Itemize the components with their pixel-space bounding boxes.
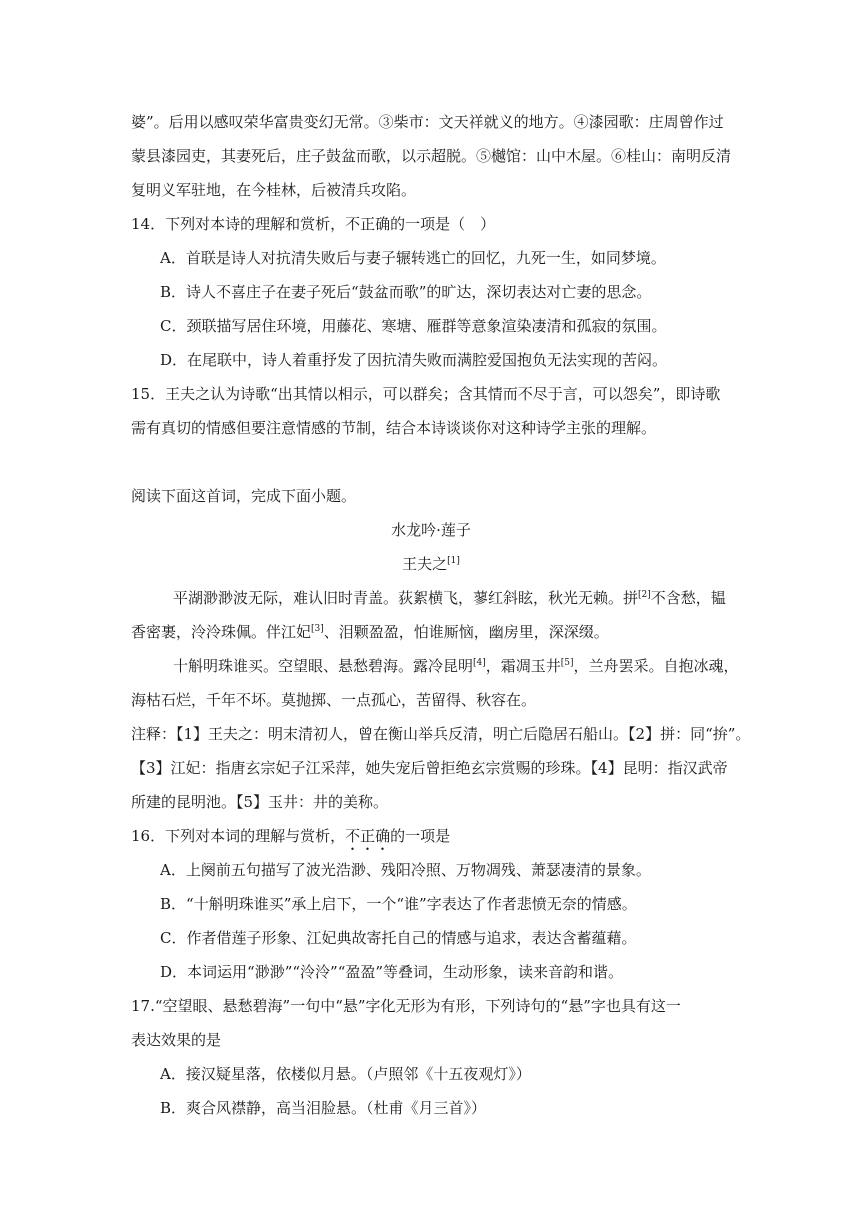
note-mark-3: [3]: [311, 624, 324, 634]
question-17-line-1: 17.“空望眼、悬愁碧海”一句中“悬”字化无形为有形，下列诗句的“悬”字也具有这一: [131, 997, 681, 1015]
poem-text: 平湖渺渺波无际，难认旧时青盖。荻絮横飞，蓼红斜眩，秋光无赖。拼: [173, 589, 639, 607]
question-16-stem: [131, 826, 731, 854]
previous-notes-line-3: 复明义军驻地，在今桂林，后被清兵攻陷。: [131, 181, 417, 199]
question-14-option-c: C．颈联描写居住环境，用藤花、寒塘、雁群等意象渲染凄清和孤寂的氛围。: [160, 317, 667, 335]
question-15-line-1: 15．王夫之认为诗歌“出其情以相示，可以群矣；含其情而不尽于言，可以怨矣”，即诗歌: [131, 385, 721, 403]
question-16-option-c: C．作者借莲子形象、江妃典故寄托自己的情感与追求，表达含蓄蕴藉。: [160, 929, 637, 947]
emphasized-text: 不正确: [345, 827, 391, 845]
question-17-option-b: B．爽合风襟静，高当泪脸悬。（杜甫《月三首》）: [160, 1099, 487, 1117]
question-17-option-a: A．接汉疑星落，依楼似月悬。（卢照邻《十五夜观灯》）: [160, 1065, 531, 1083]
poem-text: 、泪颗盈盈，怕谁厮恼，幽房里，深深缀。: [323, 623, 609, 641]
question-17-line-2: 表达效果的是: [131, 1031, 222, 1049]
question-14-option-b: B．诗人不喜庄子在妻子死后“鼓盆而歌”的旷达，深切表达对亡妻的思念。: [160, 283, 652, 301]
poem-author: [131, 554, 731, 574]
question-16-option-a: A．上阕前五句描写了波光浩渺、残阳冷照、万物凋残、萧瑟凄清的景象。: [160, 861, 651, 879]
question-15-line-2: 需有真切的情感但要注意情感的节制，结合本诗谈谈你对这种诗学主张的理解。: [131, 419, 657, 437]
note-mark-4: [4]: [473, 658, 486, 668]
question-14-option-d: D．在尾联中，诗人着重抒发了因抗清失败而满腔爱国抱负无法实现的苦闷。: [160, 351, 668, 369]
poem-text: 不含愁，韫: [650, 589, 726, 607]
reading-intro: 阅读下面这首词，完成下面小题。: [131, 487, 357, 505]
question-16-option-d: D．本词运用“渺渺”“泠泠”“盈盈”等叠词，生动形象，读来音韵和谐。: [160, 963, 624, 981]
question-16-option-b: B．“十斛明珠谁买”承上启下，一个“谁”字表达了作者悲愤无奈的情感。: [160, 895, 637, 913]
poem-text: 香密裹，泠泠珠佩。伴江妃: [131, 623, 312, 641]
note-mark-5: [5]: [560, 658, 574, 668]
previous-notes-line-2: 蒙县漆园吏，其妻死后，庄子鼓盆而歌，以示超脱。⑤樾馆：山中木屋。⑥桂山：南明反清: [131, 147, 732, 165]
notes-line-1: 注释：【1】王夫之：明末清初人，曾在衡山举兵反清，明亡后隐居石船山。【2】拼：同“拚”。: [131, 725, 751, 743]
poem-text: ，兰舟罢采。自抱冰魂，: [573, 657, 739, 675]
previous-notes-line-1: 婆”。后用以感叹荣华富贵变幻无常。③柴市：文天祥就义的地方。④漆园歌：庄周曾作过: [131, 113, 724, 131]
note-mark-2: [2]: [638, 590, 651, 600]
question-text: 的一项是: [390, 827, 451, 845]
notes-line-3: 所建的昆明池。【5】玉井：井的美称。: [131, 793, 389, 811]
poem-stanza-1-line-2: [131, 622, 731, 642]
poem-author-note-mark: [1]: [447, 556, 460, 566]
question-14-option-a: A．首联是诗人对抗清失败后与妻子辗转逃亡的回忆，九死一生，如同梦境。: [160, 249, 666, 267]
poem-title: 水龙吟·莲子: [391, 521, 471, 539]
poem-text: ，霜凋玉井: [485, 657, 561, 675]
notes-line-2: 【3】江妃：指唐玄宗妃子江采萍，她失宠后曾拒绝玄宗赏赐的珍珠。【4】昆明：指汉武帝: [131, 759, 728, 777]
question-14-stem: 14．下列对本诗的理解和赏析，不正确的一项是（ ）: [131, 215, 496, 233]
poem-stanza-2-line-2: 海枯石烂，千年不坏。莫抛掷、一点孤心，苦留得、秋容在。: [131, 691, 537, 709]
question-text: 16．下列对本词的理解与赏析，: [131, 827, 346, 845]
poem-text: 十斛明珠谁买。空望眼、悬愁碧海。露冷昆明: [173, 657, 474, 675]
poem-stanza-2-line-1: [173, 656, 739, 676]
poem-stanza-1-line-1: [173, 588, 731, 608]
poem-author-name: 王夫之: [402, 555, 448, 573]
